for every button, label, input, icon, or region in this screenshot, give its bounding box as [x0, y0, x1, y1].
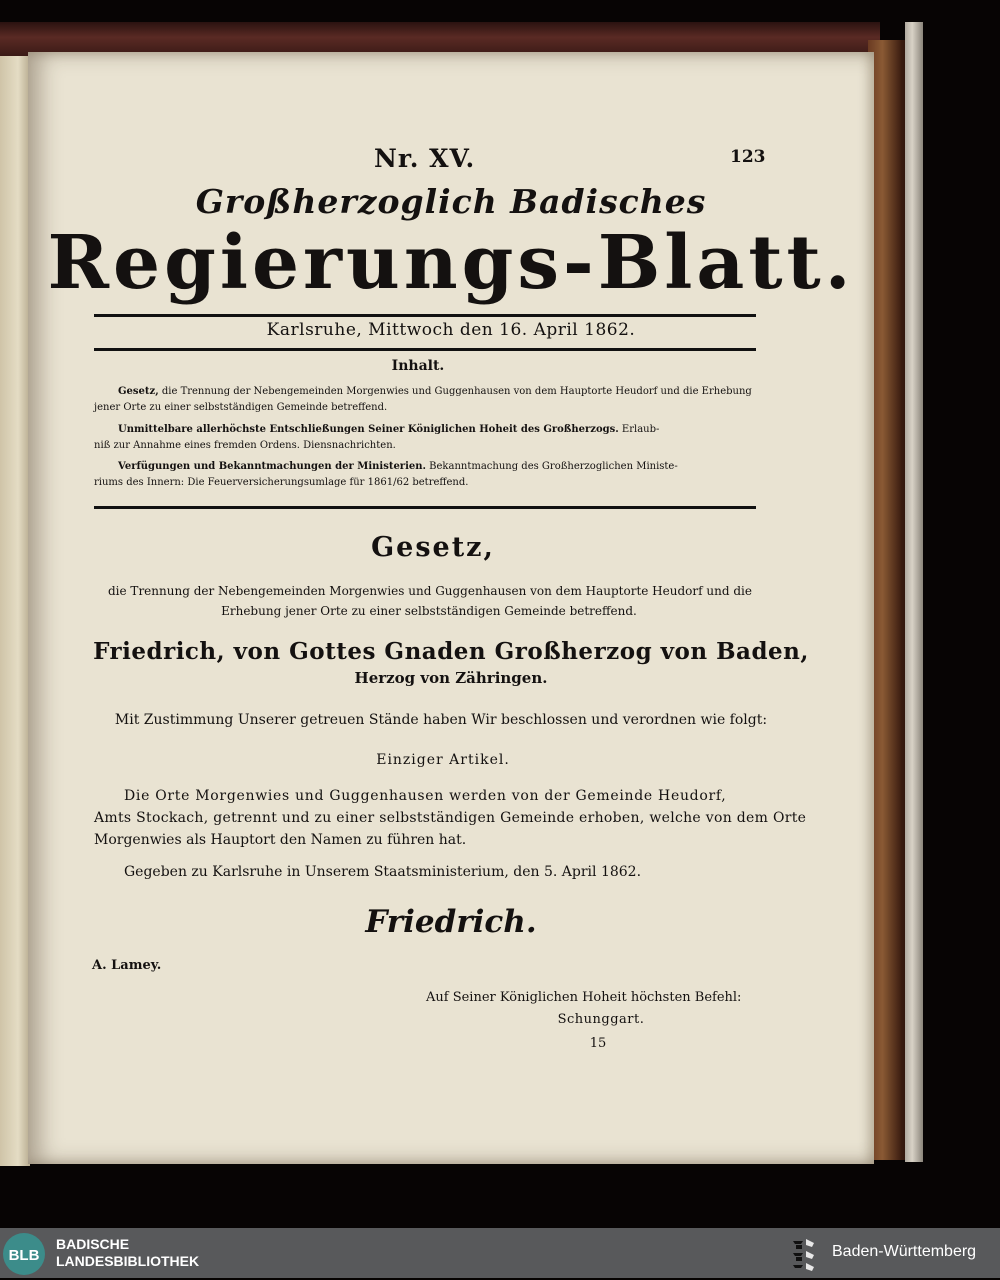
- article-text-line-3: Morgenwies als Hauptort den Namen zu führen hat.: [94, 832, 467, 848]
- contents-entry-2: [118, 424, 659, 435]
- law-heading: Gesetz,: [371, 532, 495, 563]
- article-text-line-2: Amts Stockach, getrennt und zu einer selbstständigen Gemeinde erhoben, welche von dem Orte: [94, 810, 807, 826]
- state-name[interactable]: Baden-Württemberg: [832, 1243, 977, 1260]
- law-subtitle-line-1: die Trennung der Nebengemeinden Morgenwies und Guggenhausen von dem Hauptorte Heudorf und die: [108, 584, 752, 598]
- sheet-number: 15: [589, 1036, 607, 1051]
- contents-entry-3-line-2: riums des Innern: Die Feuerversicherungsumlage für 1861/62 betreffend.: [94, 477, 469, 488]
- page-number: 123: [730, 147, 766, 167]
- contents-entry-1-line-2: jener Orte zu einer selbstständigen Gemeinde betreffend.: [94, 402, 388, 413]
- contents-entry-2-title: Unmittelbare allerhöchste Entschließungen Seiner Königlichen Hoheit des Großherzogs.: [118, 424, 619, 435]
- publisher-line: Großherzoglich Badisches: [195, 182, 707, 221]
- footer-bar: [0, 1228, 1000, 1278]
- article-text-line-1: Die Orte Morgenwies und Guggenhausen werden von der Gemeinde Heudorf,: [124, 788, 727, 804]
- contents-entry-3: [118, 461, 678, 472]
- library-name-line-1: BADISCHE: [56, 1236, 130, 1252]
- library-name-line-2: LANDESBIBLIOTHEK: [56, 1253, 200, 1269]
- article-heading: Einziger Artikel.: [376, 752, 510, 768]
- contents-rule: [94, 506, 756, 509]
- given-line: Gegeben zu Karlsruhe in Unserem Staatsministerium, den 5. April 1862.: [124, 864, 642, 880]
- dateline: Karlsruhe, Mittwoch den 16. April 1862.: [266, 320, 636, 340]
- library-name[interactable]: [56, 1236, 199, 1270]
- dateline-rule: [94, 348, 756, 351]
- contents-entry-1: [118, 386, 752, 397]
- contents-entry-2-text: Erlaub-: [618, 424, 660, 435]
- contents-entry-1-title: Gesetz,: [118, 386, 159, 397]
- secretary-name: Schunggart.: [557, 1012, 645, 1027]
- signature: Friedrich.: [365, 904, 537, 940]
- preamble: Mit Zustimmung Unserer getreuen Stände haben Wir beschlossen und verordnen wie folgt:: [114, 712, 768, 728]
- contents-entry-2-line-2: niß zur Annahme eines fremden Ordens. Diensnachrichten.: [94, 440, 396, 451]
- command-line: Auf Seiner Königlichen Hoheit höchsten Befehl:: [426, 990, 742, 1005]
- contents-heading: Inhalt.: [391, 358, 445, 374]
- contents-entry-1-text: die Trennung der Nebengemeinden Morgenwies und Guggenhausen von dem Hauptorte Heudorf und die Erhebung: [158, 386, 752, 397]
- document-title: Regierungs-Blatt.: [47, 220, 855, 306]
- document-page: [28, 52, 874, 1164]
- book-cover-board: [905, 22, 923, 1162]
- sovereign-line-2: Herzog von Zähringen.: [354, 669, 548, 687]
- law-subtitle-line-2: Erhebung jener Orte zu einer selbstständigen Gemeinde betreffend.: [221, 604, 637, 618]
- title-rule-top: [94, 314, 756, 317]
- book-top-edge: [0, 22, 880, 56]
- sovereign-line-1: Friedrich, von Gottes Gnaden Großherzog von Baden,: [93, 638, 809, 665]
- blb-logo-text: BLB: [8, 1247, 40, 1264]
- contents-entry-3-title: Verfügungen und Bekanntmachungen der Ministerien.: [118, 461, 426, 472]
- issue-number: Nr. XV.: [374, 144, 476, 173]
- countersignature: A. Lamey.: [92, 958, 162, 973]
- contents-entry-3-text: Bekanntmachung des Großherzoglichen Ministe-: [425, 461, 678, 472]
- bw-coat-of-arms-icon: [790, 1235, 824, 1273]
- blb-logo-icon[interactable]: [2, 1232, 46, 1276]
- previous-page-edge: [0, 56, 30, 1166]
